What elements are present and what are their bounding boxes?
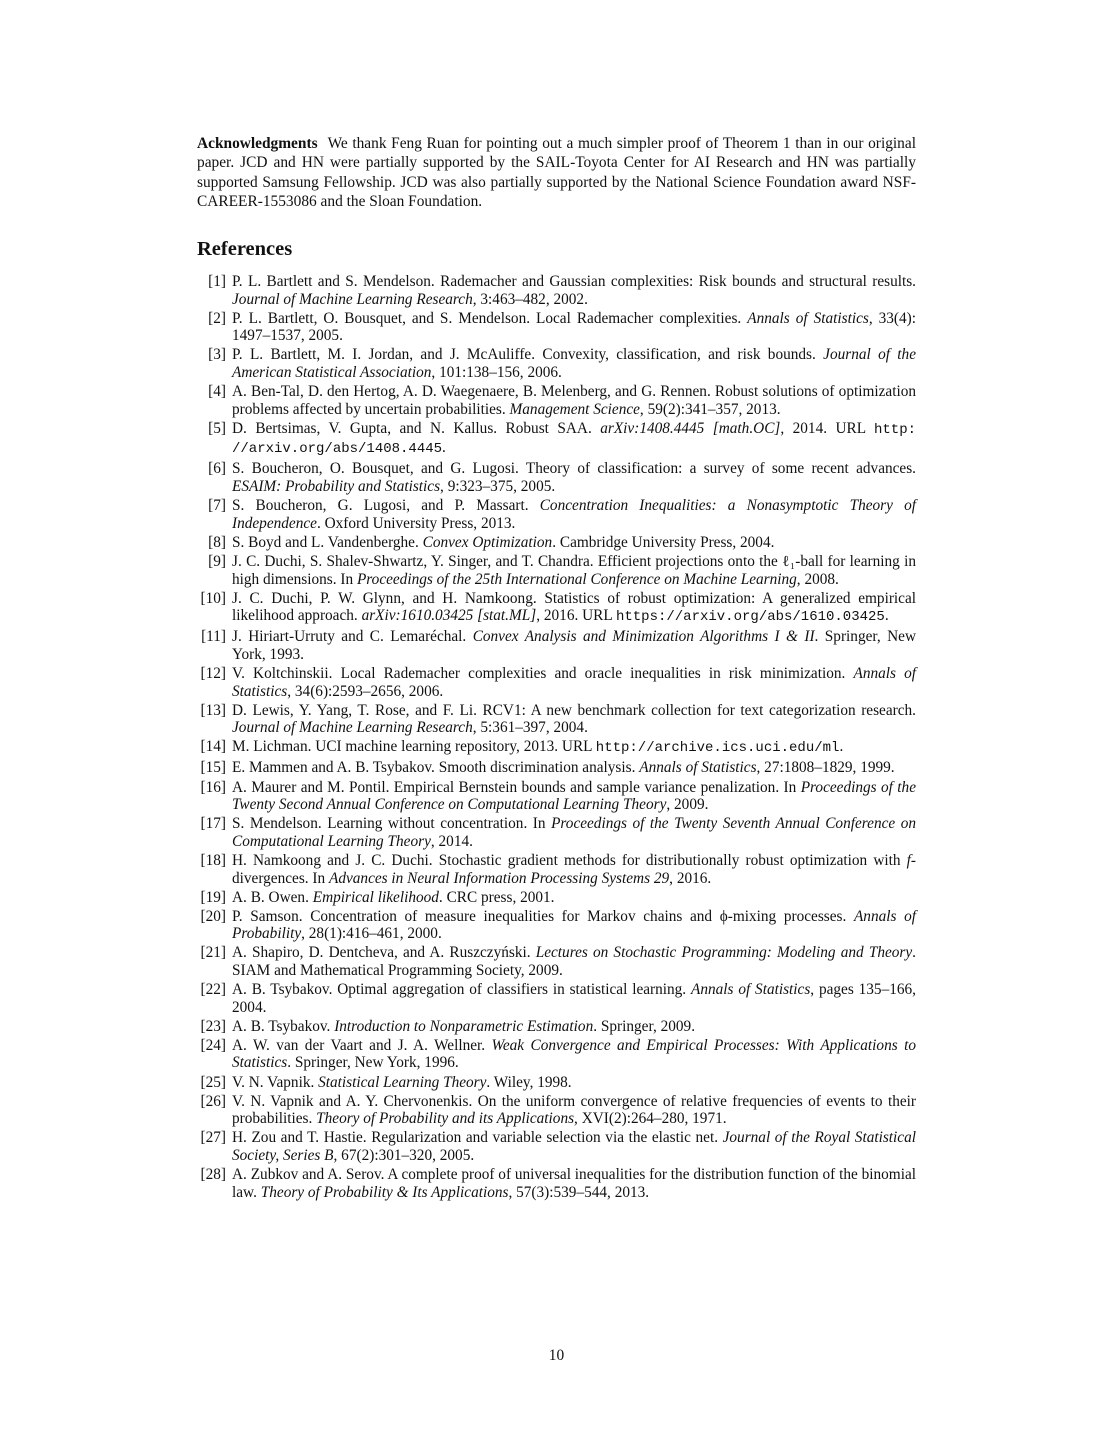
reference-text: P. L. Bartlett, M. I. Jordan, and J. McAuliffe. Convexity, classification, and risk bounds.: [232, 346, 824, 364]
reference-text: , 2014. URL: [780, 419, 874, 437]
reference-number: [3]: [208, 346, 226, 364]
reference-venue-italic: Proceedings of the 25th International Conference on Machine Learning: [356, 570, 797, 588]
reference-number: [24]: [200, 1036, 226, 1054]
reference-number: [1]: [208, 273, 226, 290]
reference-text: J. C. Duchi, P. W. Glynn, and H. Namkoong. Statistics of robust optimization: A generalized empirical likelihood approach.: [232, 589, 916, 625]
reference-number: [4]: [208, 383, 226, 401]
reference-venue-italic: Advances in Neural Information Processing Systems 29: [329, 869, 670, 887]
reference-text: . Springer, New York, 1996.: [287, 1054, 459, 1072]
reference-text: . Springer, New York, 1993.: [232, 628, 917, 663]
reference-venue-italic: Annals of Statistics: [747, 309, 869, 327]
reference-venue-italic: Concentration Inequalities: a Nonasymptotic Theory of Independence: [232, 497, 916, 532]
reference-text: H. Zou and T. Hastie. Regularization and variable selection via the elastic net.: [232, 1129, 723, 1147]
reference-text: . Springer, 2009.: [593, 1017, 696, 1035]
reference-text: V. N. Vapnik.: [232, 1073, 319, 1091]
reference-item: [197, 1037, 916, 1072]
reference-venue-italic: Convex Analysis and Minimization Algorithms I & II: [472, 628, 815, 646]
reference-text: . SIAM and Mathematical Programming Society, 2009.: [232, 944, 916, 979]
reference-item: [197, 534, 916, 552]
reference-text: . CRC press, 2001.: [438, 888, 555, 906]
reference-venue-italic: Lectures on Stochastic Programming: Modeling and Theory: [535, 944, 913, 962]
reference-venue-italic: Journal of the Royal Statistical Society, Series B: [232, 1129, 916, 1164]
reference-text: A. W. van der Vaart and J. A. Wellner.: [232, 1036, 492, 1054]
acknowledgments-text: We thank Feng Ruan for pointing out a much simpler proof of Theorem 1 than in our original paper. JCD and HN were partially supported by the SAIL-Toyota Center for AI Research and HN was partially supported Samsung Fellowship. JCD was also partially supported by the National Science Foundation award NSF-CAREER-1553086 and the Sloan Foundation.: [197, 135, 916, 211]
reference-venue-italic: Annals of Statistics: [639, 759, 757, 777]
reference-text: , 5:361–397, 2004.: [472, 719, 588, 737]
reference-item: [197, 944, 916, 979]
reference-text: S. Boucheron, O. Bousquet, and G. Lugosi. Theory of classification: a survey of some recent advances.: [232, 460, 916, 478]
reference-number: [20]: [200, 907, 226, 925]
reference-number: [6]: [208, 460, 226, 478]
page-number: 10: [548, 1347, 565, 1364]
reference-item: [197, 852, 916, 887]
reference-venue-italic: Management Science: [509, 400, 640, 418]
reference-venue-italic: f: [906, 851, 911, 869]
reference-venue-italic: Convex Optimization: [422, 533, 553, 551]
reference-number: [21]: [200, 944, 226, 962]
reference-number: [22]: [200, 981, 226, 999]
reference-number: [27]: [200, 1129, 226, 1147]
reference-item: [197, 497, 916, 532]
acknowledgments-paragraph: [197, 134, 916, 212]
reference-text: A. Zubkov and A. Serov. A complete proof of universal inequalities for the distribution function of the binomial law.: [232, 1166, 916, 1201]
reference-text: . Oxford University Press, 2013.: [316, 514, 516, 532]
reference-venue-italic: Weak Convergence and Empirical Processes: With Applications to Statistics: [232, 1036, 916, 1072]
reference-item: [197, 1093, 916, 1128]
reference-item: [197, 1074, 916, 1092]
reference-number: [5]: [208, 419, 226, 437]
reference-text: , 2016.: [669, 869, 712, 887]
reference-text: A. Ben-Tal, D. den Hertog, A. D. Waegenaere, B. Melenberg, and G. Rennen. Robust solutions of optimization problems affected by uncertain probabilities.: [232, 383, 916, 418]
reference-text: , pages 135–166, 2004.: [232, 981, 916, 1016]
reference-item: [197, 981, 916, 1016]
reference-venue-italic: arXiv:1408.4445 [math.OC]: [600, 419, 781, 437]
reference-text: E. Mammen and A. B. Tsybakov. Smooth discrimination analysis.: [232, 759, 640, 777]
reference-item: [197, 1166, 916, 1201]
reference-text: , 34(6):2593–2656, 2006.: [287, 682, 444, 700]
reference-venue-italic: Theory of Probability and its Applications: [316, 1110, 575, 1128]
reference-text: A. Maurer and M. Pontil. Empirical Bernstein bounds and sample variance penalization. In: [232, 778, 801, 796]
reference-venue-italic: Empirical likelihood: [312, 888, 439, 906]
reference-venue-italic: Journal of Machine Learning Research: [232, 719, 473, 737]
reference-text: . Cambridge University Press, 2004.: [552, 533, 775, 551]
reference-venue-italic: Annals of Statistics: [690, 981, 811, 999]
reference-text: D. Lewis, Y. Yang, T. Rose, and F. Li. RCV1: A new benchmark collection for text categorization research.: [232, 701, 916, 719]
reference-venue-italic: Journal of the American Statistical Association: [232, 346, 916, 381]
reference-item: [197, 310, 916, 345]
reference-text: H. Namkoong and J. C. Duchi. Stochastic gradient methods for distributionally robust optimization with: [232, 851, 907, 869]
reference-item: [197, 346, 916, 381]
reference-item: [197, 1129, 916, 1164]
reference-number: [17]: [200, 815, 226, 833]
reference-number: [2]: [208, 309, 226, 327]
reference-text: , 2014.: [430, 832, 473, 850]
reference-text: , 59(2):341–357, 2013.: [639, 400, 781, 418]
reference-item: [197, 553, 916, 588]
references-list: [197, 273, 916, 1203]
reference-text: A. B. Owen.: [232, 888, 313, 906]
reference-url[interactable]: http: //arxiv.org/abs/1408.4445: [232, 421, 916, 458]
reference-item: [197, 889, 916, 907]
reference-text: S. Mendelson. Learning without concentration. In: [232, 815, 552, 833]
reference-text: A. B. Tsybakov.: [232, 1017, 335, 1035]
reference-item: [197, 702, 916, 737]
reference-item: [197, 665, 916, 700]
reference-item: [197, 815, 916, 850]
reference-venue-italic: Journal of Machine Learning Research: [232, 290, 473, 308]
reference-text: .: [442, 439, 446, 457]
reference-text: S. Boyd and L. Vandenberghe.: [232, 533, 423, 551]
reference-text: P. L. Bartlett, O. Bousquet, and S. Mendelson. Local Rademacher complexities.: [232, 309, 748, 327]
reference-number: [12]: [200, 664, 226, 682]
reference-number: [16]: [200, 778, 226, 796]
reference-text: , 33(4): 1497–1537, 2005.: [232, 309, 916, 345]
reference-text: D. Bertsimas, V. Gupta, and N. Kallus. Robust SAA.: [232, 419, 601, 437]
reference-text: , 2009.: [666, 796, 709, 814]
reference-number: [9]: [208, 552, 226, 570]
reference-number: [26]: [200, 1092, 226, 1110]
reference-item: [197, 420, 916, 459]
reference-venue-italic: arXiv:1610.03425 [stat.ML]: [361, 607, 537, 625]
reference-text: A. B. Tsybakov. Optimal aggregation of classifiers in statistical learning.: [232, 981, 691, 999]
acknowledgments-heading: Acknowledgments: [197, 135, 318, 152]
reference-item: [197, 383, 916, 418]
references-heading: References: [197, 238, 293, 260]
reference-item: [197, 628, 916, 663]
reference-number: [10]: [200, 589, 226, 607]
reference-number: [14]: [200, 738, 226, 756]
reference-number: [18]: [200, 851, 226, 869]
reference-number: [28]: [200, 1166, 226, 1183]
reference-item: [197, 759, 916, 777]
reference-number: [7]: [208, 497, 226, 515]
reference-text: , 28(1):416–461, 2000.: [301, 925, 442, 943]
reference-venue-italic: Introduction to Nonparametric Estimation: [334, 1017, 594, 1035]
reference-text: . Wiley, 1998.: [486, 1073, 572, 1091]
reference-text: , 101:138–156, 2006.: [431, 363, 562, 381]
reference-text: S. Boucheron, G. Lugosi, and P. Massart.: [232, 497, 540, 515]
reference-text: , 9:323–375, 2005.: [440, 478, 556, 496]
reference-url[interactable]: http://archive.ics.uci.edu/ml: [595, 740, 840, 757]
reference-number: [11]: [201, 628, 226, 646]
reference-text: , 3:463–482, 2002.: [472, 290, 588, 308]
reference-text: .: [839, 738, 844, 756]
reference-text: , 27:1808–1829, 1999.: [756, 759, 895, 777]
reference-number: [8]: [208, 533, 226, 551]
reference-text: M. Lichman. UCI machine learning repository, 2013. URL: [232, 738, 596, 756]
reference-text: , 2008.: [796, 570, 839, 588]
reference-url[interactable]: https://arxiv.org/abs/1610.03425: [615, 609, 885, 626]
reference-text: , 57(3):539–544, 2013.: [508, 1183, 650, 1201]
reference-venue-italic: Theory of Probability & Its Applications: [260, 1183, 509, 1201]
reference-text: .: [884, 607, 889, 625]
reference-text: P. Samson. Concentration of measure inequalities for Markov chains and ϕ-mixing processes.: [232, 907, 854, 925]
reference-item: [197, 460, 916, 495]
reference-venue-italic: Annals of Statistics: [232, 664, 916, 700]
reference-venue-italic: Statistical Learning Theory: [318, 1073, 487, 1091]
reference-item: [197, 779, 916, 814]
reference-text: , 67(2):301–320, 2005.: [333, 1146, 475, 1164]
reference-item: [197, 1018, 916, 1036]
reference-text: J. Hiriart-Urruty and C. Lemaréchal.: [232, 628, 473, 646]
reference-text: V. N. Vapnik and A. Y. Chervonenkis. On the uniform convergence of relative frequencies of events to their probabilities.: [232, 1092, 916, 1128]
reference-text: -divergences. In: [232, 851, 916, 887]
reference-item: [197, 908, 916, 943]
reference-item: [197, 273, 916, 308]
reference-text: , XVI(2):264–280, 1971.: [574, 1110, 727, 1128]
reference-venue-italic: ESAIM: Probability and Statistics: [232, 478, 441, 496]
reference-number: [23]: [200, 1017, 226, 1035]
reference-number: [13]: [200, 701, 226, 719]
reference-venue-italic: Proceedings of the Twenty Seventh Annual Conference on Computational Learning Theory: [232, 815, 916, 850]
reference-number: [19]: [200, 888, 226, 906]
reference-text: , 2016. URL: [536, 607, 616, 625]
reference-text: V. Koltchinskii. Local Rademacher complexities and oracle inequalities in risk minimization.: [232, 664, 854, 682]
reference-number: [25]: [200, 1073, 226, 1091]
reference-number: [15]: [200, 759, 226, 777]
reference-venue-italic: Annals of Probability: [232, 907, 916, 943]
reference-item: [197, 590, 916, 627]
reference-venue-italic: Proceedings of the Twenty Second Annual Conference on Computational Learning Theory: [232, 778, 916, 814]
reference-text: A. Shapiro, D. Dentcheva, and A. Ruszczyński.: [232, 944, 536, 962]
reference-item: [197, 738, 916, 758]
reference-text: J. C. Duchi, S. Shalev-Shwartz, Y. Singer, and T. Chandra. Efficient projections onto the ℓ₁-ball for learning in high dimensions. In: [232, 552, 916, 588]
reference-text: P. L. Bartlett and S. Mendelson. Rademacher and Gaussian complexities: Risk bounds and structural results.: [232, 273, 916, 290]
